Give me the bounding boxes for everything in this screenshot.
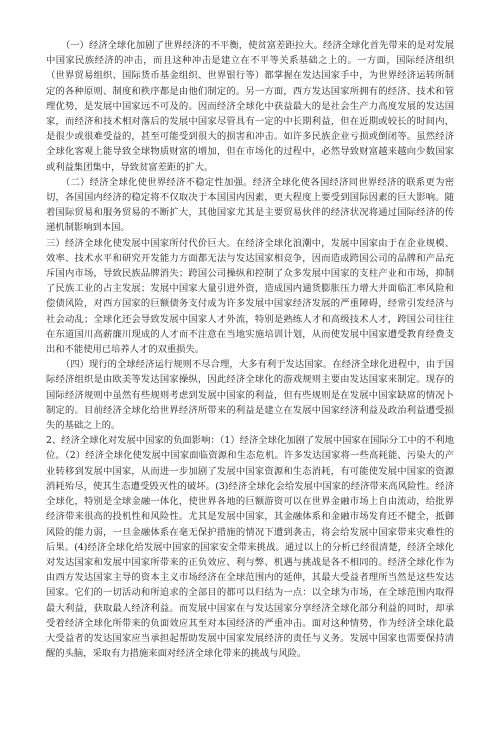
paragraph-unfair-rules: （四）现行的全球经济运行规则不尽合理，大多有利于发达国家。在经济全球化进程中，由于国际经济组织是由欧美等发达国家操纵，因此经济全球化的游戏规则主要由发达国家来制定。现存的国际经济规则中虽然有些规则考虑到发展中国家的利益，但有些规则是在发展中国家缺席的情况卜制定的。目前经济全球化给世界经济所带来的利益是建立在发展中国家经济利益及政治利益遭受损失的基础之上的。 <box>46 359 454 432</box>
paragraph-inequality: （一）经济全球化加剧了世界经济的不平衡，使贫富差距拉大。经济全球化首先带来的是对发展中国家民族经济的冲击，而且这种冲击是建立在不平等关系基础之上的。一方面，国际经济组织（世界贸易组织、国际货币基金组织、世界银行等）都掌握在发达国家手中，为世界经济运转所制定的各种原则、制度和秩序都是由他们制定的。另一方面，西方发达国家所拥有的经济、技术和管理优势，是发展中国家远不可及的。因而经济全球化中获益最大的是社会生产力高度发展的发达国家，而经济和技术相对落后的发展中国家尽管具有一定的中长期利益，但在近期或较长的时间内，是很少或很难受益的，甚至可能受到很大的损害和冲击。如许多民族企业亏损或倒闭等。虽然经济全球化客观上能导致全球物质财富的增加，但在市场化的过程中，必然导致财富越来越向少数国家或利益集团集中，导致贫富差距的扩大。 <box>46 40 454 173</box>
paragraph-instability: （二）经济全球化使世界经济不稳定性加强。经济全球化使各国经济同世界经济的联系更为密切，各国国内经济的稳定将不仅取决于本国国内因素，更大程度上要受到国际因素的巨大影响。随着国际贸易和服务贸易的不断扩大，其他国家尤其是主要贸易伙伴的经济状况将通过国际经济的传递机制影响到本国。 <box>46 176 454 234</box>
paragraph-negative-effects: 2、经济全球化对发展中国家的负面影响：（1）经济全球化加剧了发展中国家在国际分工中的不利地位。（2）经济全球化使发展中国家面临资源和生态危机。许多发达国家将一些高耗能、污染大的产业转移到发展中国家，从而进一步加剧了发展中国家资源和生态消耗，有可能使发展中国家的资源消耗殆尽，使其生态遭受毁灭性的破坏。(3)经济全球化会给发展中国家的经济带来高风险性。经济全球化，特别是全球金融一体化，使世界各地的巨额游资可以在世界金融市场上自由流动，给批界经济带来很高的投机性和风险性。尤其是发展中国家，其金融体系和金融市场发育还不健全，抵御风险的能力弱，一旦金融体系在毫无保护措施的情况下遭到袭击，将会给发展中国家带来灾难性的后果。(4)经济全球化给发展中国家的国家安全带来挑战。通过以上的分析已经很清楚，经济全球化对发达国家和发展中国家所带来的正负效应、利与弊、机遇与挑战是各不相同的。经济全球化作为由西方发达国家主导的资本主义市场经济在全球范围内的延伸，其最大受益者理所当然是这些发达国家。它们的一切活动和所追求的全部目的都可以归结为一点：以全球为市场，在全球范围内取得最大利益，获取最人经济利益。而发展中国家在与发达国家分享经济全球化部分利益的同时，却承受着经济全球化所带来的负面效应其至对本国经济的严重冲击。面对这种情势，作为经济全球化最大受益者的发达国家应当承担起帮助发展中国家发展经济的责任与义务。发展中国家也需要保持清醒的头脑，采取有力措施来面对经济全球化带来的挑战与风险。 <box>46 435 454 660</box>
paragraph-developing-cost: 三）经济全球化使发展中国家所付代价巨大。在经济全球化浪潮中，发展中国家由于在企业规模、效率、技术水平和研究开发能力方面都无法与发达国家相竞争，因而造成跨国公司的品牌和产品充斥国内市场，导致民族品牌消失；跨国公司操纵和控制了众多发展中国家的支柱产业和市场，抑制了民族工业的占主发展；发展中国家大量引进外资，造成国内通货膨胀压力增大并面临汇率风险和偿债风险，对西方国家的巨额债务支付成为许多发展中国家经济发展的严重障碍，经常引发经济与社会动乱；全球化还会导致发展中国家人才外流，特别是熟练人才和高级技术人才，跨国公司往往在东道国川高薪廉川现成的人才而不注意在当地实施培训计划，从而使发展中国家遭受教育经费支出和不能使用已培养人才的双重损失。 <box>46 237 454 356</box>
